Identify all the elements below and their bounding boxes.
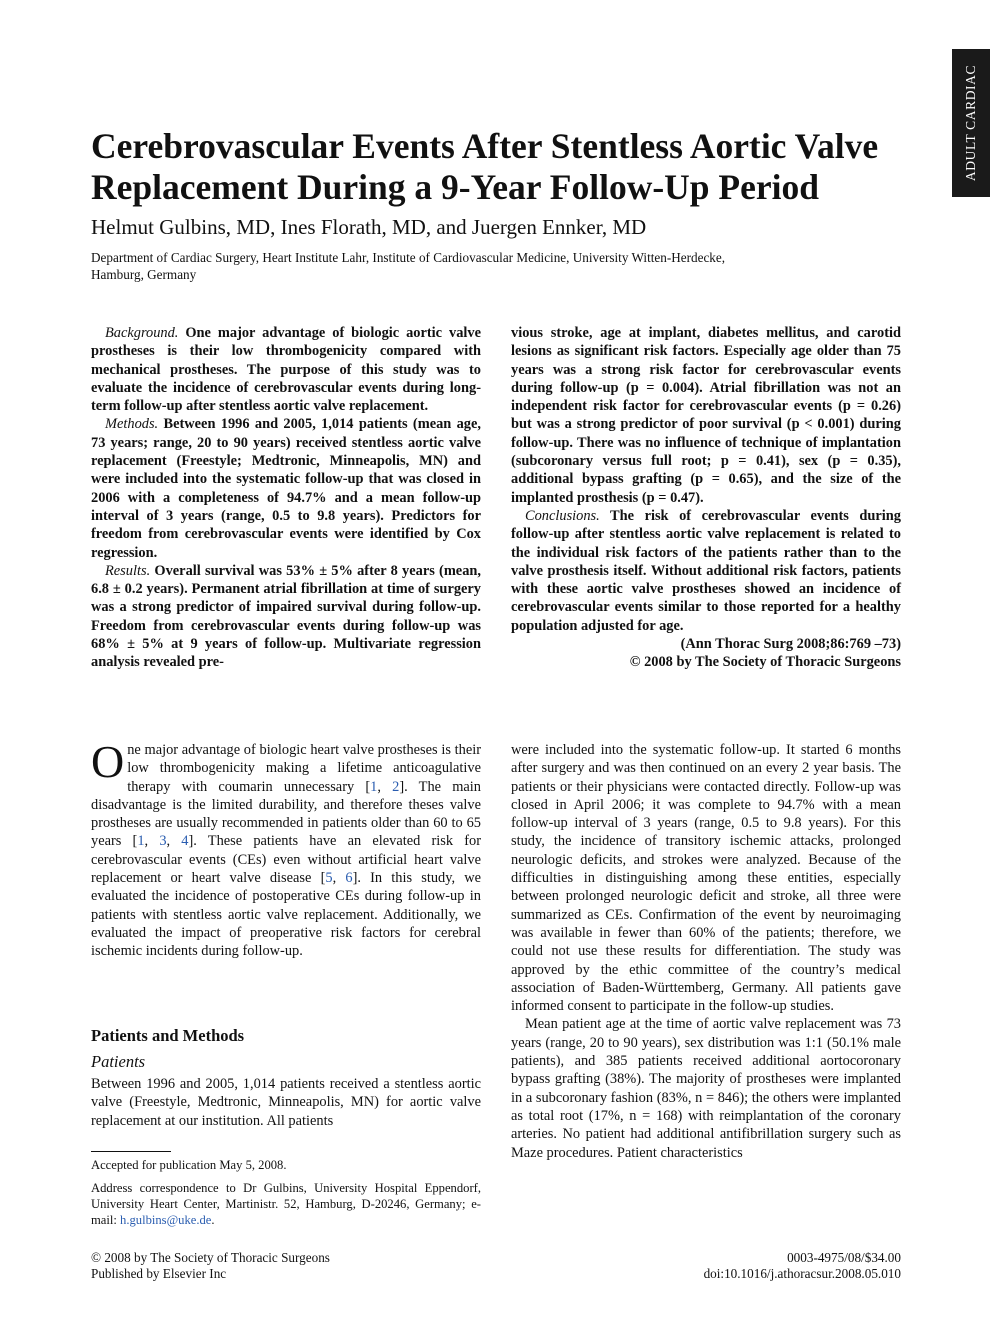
- citation-link[interactable]: 1: [137, 833, 145, 850]
- footnote-rule: [91, 1151, 171, 1152]
- intro-text: ]. The main disadvantage is the limited durability, and therefore theses valve prostheses are usually recommended in patients older than 60 to 65 years [: [91, 778, 481, 850]
- citation-link[interactable]: 4: [181, 833, 189, 850]
- abstract-right-column: [511, 324, 901, 672]
- methods-label: Methods.: [105, 416, 159, 433]
- author-list: Helmut Gulbins, MD, Ines Florath, MD, and Juergen Ennker, MD: [91, 215, 647, 239]
- results-label: Results.: [105, 562, 151, 579]
- title-line-1: Cerebrovascular Events After Stentless Aortic Valve: [91, 126, 879, 166]
- abstract-conclusions: [511, 507, 901, 635]
- doi: doi:10.1016/j.athoracsur.2008.05.010: [703, 1266, 901, 1281]
- publisher-copyright: © 2008 by The Society of Thoracic Surgeons: [91, 1250, 330, 1265]
- affiliation-line-1: Department of Cardiac Surgery, Heart Institute Lahr, Institute of Cardiovascular Medicine, University Witten-Herdecke,: [91, 250, 726, 265]
- intro-text: ,: [377, 778, 393, 795]
- affiliation: [91, 249, 851, 283]
- article-title: [91, 126, 921, 208]
- publisher-info: [91, 1250, 330, 1282]
- body-paragraph-2: Mean patient age at the time of aortic valve replacement was 73 years (range, 20 to 90 years), sex distribution was 1:1 (50.1% male patients), and 385 patients received additional aortocoronary bypass grafting (38%). The majority of prostheses were implanted in a subcoronary fashion (83%, n = 846); the others were implanted as total root (17%, n = 168) with reimplantation of the coronary arteries. No patient had additional antifibrillation surgery such as Maze procedures. Patient characteristics: [511, 1016, 901, 1161]
- intro-text: ]. In this study, we evaluated the incidence of postoperative CEs during follow-up in patients with stentless aortic valve replacement. Additionally, we evaluated the impact of preoperative risk factors for cerebral ischemic incidents during follow-up.: [91, 870, 482, 960]
- background-label: Background.: [105, 325, 179, 341]
- conclusions-text: The risk of cerebrovascular events during follow-up after stentless aortic valve replacement is related to the individual risk factors of the patients rather than to the valve prosthesis itself. Without additional risk factors, patients with these aortic valve prostheses showed an incidence of cerebrovascular events similar to those reported for a healthy population adjusted for age.: [511, 507, 901, 634]
- background-text: One major advantage of biologic aortic valve prostheses is their low thrombogenicity compared with mechanical prostheses. The purpose of this study was to evaluate the incidence of cerebrovascular events during long-term follow-up after stentless aortic valve replacement.: [91, 325, 481, 415]
- section-tab-label: ADULT CARDIAC: [963, 64, 979, 182]
- abstract-left-column: [91, 324, 481, 672]
- abstract-background: [91, 324, 481, 415]
- section-heading: Patients and Methods: [91, 1026, 245, 1045]
- conclusions-label: Conclusions.: [525, 507, 600, 524]
- article-identifiers: [704, 1250, 901, 1282]
- intro-text: ,: [332, 870, 346, 887]
- correspondence-end: .: [211, 1213, 215, 1227]
- title-line-2: Replacement During a 9-Year Follow-Up Period: [91, 167, 819, 207]
- intro-text: ]. These patients have an elevated risk for cerebrovascular events (CEs) even without artificial heart valve replacement or heart valve disease [: [91, 833, 481, 887]
- citation-link[interactable]: 5: [325, 870, 333, 887]
- publisher-name: Published by Elsevier Inc: [91, 1266, 227, 1281]
- results-continued: vious stroke, age at implant, diabetes mellitus, and carotid lesions as significant risk factors. Especially age older than 75 years was a strong risk factor for cerebrovascular events during follow-up (p = 0.004). Atrial fibrillation was not an independent risk factor for cerebrovascular events (p = 0.26) but was a strong predictor of poor survival (p < 0.001) during follow-up. There was no influence of technique of implantation (subcoronary versus full root; p = 0.41), sex (p = 0.35), additional bypass grafting (p = 0.65), and the size of the implanted prosthesis (p = 0.47).: [511, 325, 901, 506]
- correspondence-note: [91, 1180, 481, 1228]
- results-text: Overall survival was 53% ± 5% after 8 years (mean, 6.8 ± 0.2 years). Permanent atrial fibrillation at time of surgery was a strong predictor of impaired survival during follow-up. Freedom from cerebrovascular events during follow-up was 68% ± 5% at 9 years of follow-up. Multivariate regression analysis revealed pre-: [91, 562, 481, 671]
- abstract-results: [91, 562, 481, 672]
- section-tab: [952, 49, 990, 197]
- intro-text: ne major advantage of biologic heart valve prostheses is their low thrombogenicity making a lifetime anticoagulative therapy with coumarin unnecessary [: [127, 742, 481, 795]
- email-link[interactable]: h.gulbins@uke.de: [120, 1213, 212, 1227]
- correspondence-text: Address correspondence to Dr Gulbins, University Hospital Eppendorf, University Heart Center, Martinistr. 52, Hamburg, D-20246, Germany; e-mail:: [91, 1181, 481, 1227]
- subsection-heading: Patients: [91, 1052, 146, 1071]
- intro-text: ,: [166, 833, 182, 850]
- intro-text: ,: [144, 833, 160, 850]
- citation-link[interactable]: 1: [370, 778, 378, 795]
- patients-column: [91, 1075, 481, 1130]
- body-right-column: [511, 741, 901, 1162]
- intro-paragraph: [91, 736, 482, 961]
- abstract-copyright: © 2008 by The Society of Thoracic Surgeons: [629, 654, 901, 671]
- methods-text: Between 1996 and 2005, 1,014 patients (mean age, 73 years; range, 20 to 90 years) received stentless aortic valve replacement (Freestyle; Medtronic, Minneapolis, MN) and were included into the systematic follow-up that was closed in 2006 with a completeness of 94.7% and a mean follow-up interval of 3 years (range, 0.5 to 9.8 years). Predictors for freedom from cerebrovascular events were identified by Cox regression.: [91, 416, 481, 561]
- patients-paragraph: Between 1996 and 2005, 1,014 patients received a stentless aortic valve (Freestyle, Medtronic, Minneapolis, MN) for aortic valve replacement at our institution. All patients: [91, 1076, 481, 1129]
- journal-citation: (Ann Thorac Surg 2008;86:769 –73): [680, 636, 901, 653]
- citation-link[interactable]: 6: [345, 870, 353, 887]
- intro-column: [91, 736, 482, 961]
- citation-link[interactable]: 2: [392, 778, 400, 795]
- citation-link[interactable]: 3: [159, 833, 167, 850]
- body-paragraph-1: were included into the systematic follow-up. It started 6 months after surgery and was then continued on an every 2 year basis. The patients or their physicians were contacted directly. Follow-up was closed in April 2006; it was complete to 94.7% with a mean follow-up interval of 3 years (range, 0.5 to 9.8 years). For this study, the incidence of transitory ischemic attacks, prolonged neurologic deficits, and strokes were analyzed. Because of the difficulties in distinguishing among these entities, especially between prolonged neurologic deficit and stroke, all three were summarized as CEs. Confirmation of the event by neuroimaging was available in fewer than 60% of the patients; therefore, we could not use these results for differentiation. The study was approved by the ethic committee of the country’s medical association of Baden-Württemberg, Germany. All patients gave informed consent to participate in the follow-up studies.: [511, 742, 901, 1015]
- accepted-note: Accepted for publication May 5, 2008.: [91, 1158, 287, 1172]
- drop-cap: O: [91, 736, 125, 787]
- affiliation-line-2: Hamburg, Germany: [91, 267, 197, 282]
- issn-price: 0003-4975/08/$34.00: [787, 1250, 901, 1265]
- abstract-methods: [91, 415, 481, 561]
